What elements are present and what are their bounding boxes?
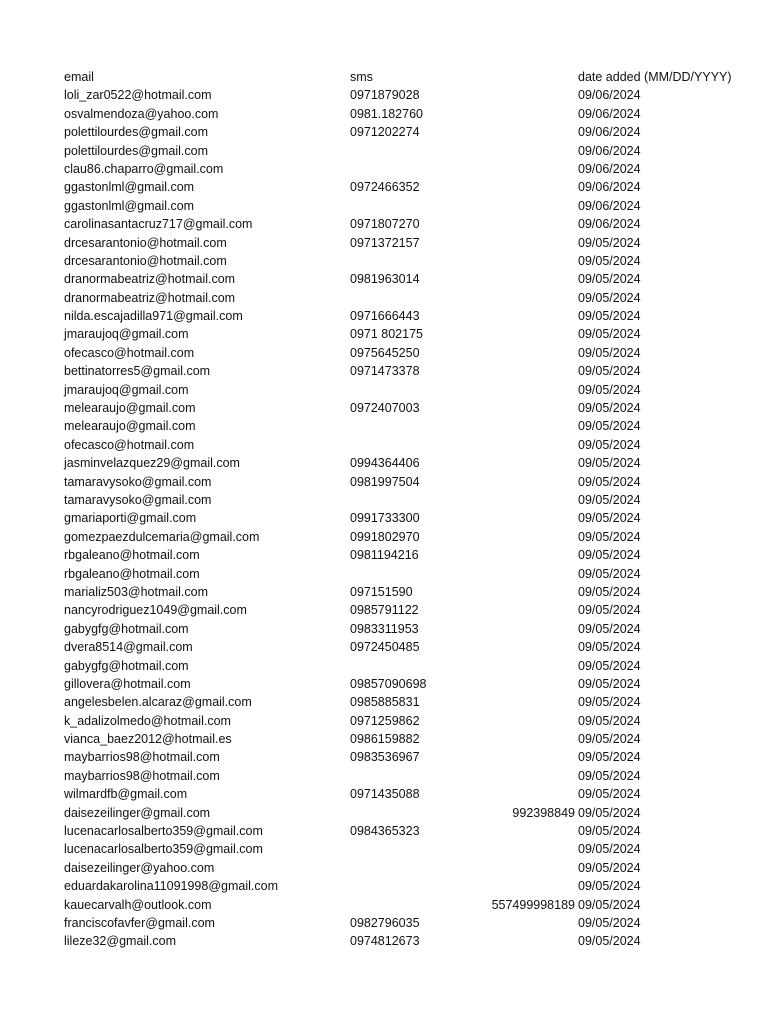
table-row [0,362,768,380]
date-added-cell: 09/05/2024 [578,272,641,287]
sms-cell: 0971202274 [350,125,420,140]
email-cell: gabygfg@hotmail.com [64,658,189,673]
table-row [0,142,768,160]
email-cell: melearaujo@gmail.com [64,401,196,416]
email-cell: vianca_baez2012@hotmail.es [64,732,232,747]
email-cell: marializ503@hotmail.com [64,584,208,599]
sms-cell: 0985885831 [350,695,420,710]
table-row [0,877,768,895]
sms-cell: 0985791122 [350,603,419,618]
table-row [0,565,768,583]
table-row [0,197,768,215]
email-cell: osvalmendoza@yahoo.com [64,106,219,121]
sms-cell: 0982796035 [350,915,420,930]
email-cell: carolinasantacruz717@gmail.com [64,217,253,232]
table-row [0,178,768,196]
date-added-cell: 09/06/2024 [578,143,641,158]
table-row [0,712,768,730]
email-cell: angelesbelen.alcaraz@gmail.com [64,695,252,710]
sms-cell: 0994364406 [350,456,420,471]
date-added-cell: 09/05/2024 [578,824,641,839]
email-cell: polettilourdes@gmail.com [64,143,209,158]
date-added-cell: 09/05/2024 [578,640,641,655]
table-row [0,675,768,693]
table-row [0,344,768,362]
table-row [0,325,768,343]
sms-cell: 0981.182760 [350,106,423,121]
table-row [0,473,768,491]
sms-cell: 0991733300 [350,511,420,526]
sms-cell: 0981963014 [350,272,420,287]
sms-cell: 0972450485 [350,640,420,655]
email-cell: nancyrodriguez1049@gmail.com [64,603,247,618]
date-added-cell: 09/05/2024 [578,456,641,471]
date-added-cell: 09/05/2024 [578,345,641,360]
email-cell: daisezeilinger@yahoo.com [64,860,215,875]
date-added-cell: 09/06/2024 [578,161,641,176]
email-cell: rbgaleano@hotmail.com [64,566,200,581]
table-row [0,381,768,399]
table-row [0,748,768,766]
date-added-cell: 09/05/2024 [578,842,641,857]
table-row [0,657,768,675]
table-row [0,289,768,307]
email-cell: clau86.chaparro@gmail.com [64,161,224,176]
table-row [0,583,768,601]
table-row [0,491,768,509]
table-row [0,307,768,325]
email-cell: ofecasco@hotmail.com [64,345,195,360]
date-added-cell: 09/05/2024 [578,382,641,397]
date-added-cell: 09/05/2024 [578,787,641,802]
date-added-cell: 09/05/2024 [578,860,641,875]
table-row [0,804,768,822]
table-row [0,234,768,252]
date-added-cell: 09/05/2024 [578,309,641,324]
date-added-cell: 09/06/2024 [578,125,641,140]
date-added-cell: 09/05/2024 [578,879,641,894]
date-added-cell: 09/06/2024 [578,88,641,103]
date-added-cell: 09/05/2024 [578,290,641,305]
header-date-added: date added (MM/DD/YYYY) [578,70,732,84]
sms-cell: 0971435088 [350,787,420,802]
table-row [0,528,768,546]
email-cell: drcesarantonio@hotmail.com [64,253,227,268]
table-row [0,601,768,619]
sms-cell: 0971 802175 [350,327,423,342]
date-added-cell: 09/05/2024 [578,327,641,342]
date-added-cell: 09/05/2024 [578,566,641,581]
email-cell: dranormabeatriz@hotmail.com [64,272,236,287]
header-row [0,68,768,86]
date-added-cell: 09/05/2024 [578,364,641,379]
extra-number-cell: 992398849 [512,805,575,820]
spreadsheet [0,68,768,951]
table-row [0,509,768,527]
date-added-cell: 09/05/2024 [578,529,641,544]
date-added-cell: 09/05/2024 [578,253,641,268]
email-cell: jasminvelazquez29@gmail.com [64,456,240,471]
sms-cell: 0972466352 [350,180,420,195]
email-cell: loli_zar0522@hotmail.com [64,88,212,103]
email-cell: melearaujo@gmail.com [64,419,196,434]
sms-cell: 0972407003 [350,401,420,416]
email-cell: gabygfg@hotmail.com [64,621,189,636]
table-row [0,896,768,914]
date-added-cell: 09/05/2024 [578,934,641,949]
date-added-cell: 09/05/2024 [578,419,641,434]
date-added-cell: 09/05/2024 [578,676,641,691]
date-added-cell: 09/05/2024 [578,658,641,673]
date-added-cell: 09/05/2024 [578,621,641,636]
sms-cell: 0971879028 [350,88,420,103]
email-cell: polettilourdes@gmail.com [64,125,209,140]
sms-cell: 0984365323 [350,824,420,839]
date-added-cell: 09/05/2024 [578,474,641,489]
table-row [0,454,768,472]
sms-cell: 0971372157 [350,235,420,250]
table-row [0,546,768,564]
email-cell: tamaravysoko@gmail.com [64,474,212,489]
date-added-cell: 09/05/2024 [578,437,641,452]
email-cell: ofecasco@hotmail.com [64,437,195,452]
email-cell: k_adalizolmedo@hotmail.com [64,713,231,728]
email-cell: jmaraujoq@gmail.com [64,382,189,397]
sms-cell: 0975645250 [350,345,420,360]
table-row [0,215,768,233]
table-row [0,86,768,104]
table-row [0,859,768,877]
sms-cell: 0974812673 [350,934,420,949]
date-added-cell: 09/05/2024 [578,548,641,563]
date-added-cell: 09/05/2024 [578,915,641,930]
date-added-cell: 09/05/2024 [578,603,641,618]
date-added-cell: 09/06/2024 [578,198,641,213]
date-added-cell: 09/05/2024 [578,732,641,747]
table-row [0,932,768,950]
email-cell: maybarrios98@hotmail.com [64,750,220,765]
table-row [0,270,768,288]
date-added-cell: 09/05/2024 [578,695,641,710]
sms-cell: 0981194216 [350,548,419,563]
email-cell: jmaraujoq@gmail.com [64,327,189,342]
table-row [0,638,768,656]
email-cell: lucenacarlosalberto359@gmail.com [64,842,263,857]
date-added-cell: 09/06/2024 [578,180,641,195]
email-cell: lileze32@gmail.com [64,934,177,949]
sms-cell: 097151590 [350,584,413,599]
sms-cell: 0991802970 [350,529,420,544]
date-added-cell: 09/05/2024 [578,768,641,783]
date-added-cell: 09/05/2024 [578,235,641,250]
email-cell: lucenacarlosalberto359@gmail.com [64,824,263,839]
sms-cell: 0983311953 [350,621,419,636]
email-cell: gomezpaezdulcemaria@gmail.com [64,529,260,544]
sms-cell: 0971473378 [350,364,420,379]
email-cell: wilmardfb@gmail.com [64,787,188,802]
email-cell: rbgaleano@hotmail.com [64,548,200,563]
email-cell: eduardakarolina11091998@gmail.com [64,879,278,894]
date-added-cell: 09/05/2024 [578,713,641,728]
date-added-cell: 09/05/2024 [578,750,641,765]
table-row [0,730,768,748]
date-added-cell: 09/06/2024 [578,106,641,121]
header-email: email [64,70,94,84]
email-cell: kauecarvalh@outlook.com [64,897,212,912]
email-cell: maybarrios98@hotmail.com [64,768,220,783]
email-cell: gmariaporti@gmail.com [64,511,197,526]
sms-cell: 0986159882 [350,732,420,747]
date-added-cell: 09/05/2024 [578,805,641,820]
table-row [0,767,768,785]
table-row [0,914,768,932]
sms-cell: 0983536967 [350,750,420,765]
table-row [0,785,768,803]
date-added-cell: 09/05/2024 [578,401,641,416]
table-row [0,123,768,141]
email-cell: franciscofavfer@gmail.com [64,915,215,930]
email-cell: ggastonlml@gmail.com [64,180,195,195]
email-cell: ggastonlml@gmail.com [64,198,195,213]
date-added-cell: 09/06/2024 [578,217,641,232]
table-row [0,822,768,840]
sms-cell: 0971666443 [350,309,420,324]
email-cell: nilda.escajadilla971@gmail.com [64,309,243,324]
table-row [0,252,768,270]
email-cell: gillovera@hotmail.com [64,676,191,691]
table-row [0,620,768,638]
date-added-cell: 09/05/2024 [578,492,641,507]
date-added-cell: 09/05/2024 [578,897,641,912]
email-cell: tamaravysoko@gmail.com [64,492,212,507]
date-added-cell: 09/05/2024 [578,584,641,599]
table-body [0,86,768,950]
table-row [0,160,768,178]
table-row [0,417,768,435]
extra-number-cell: 557499998189 [491,897,575,912]
table-row [0,399,768,417]
header-sms: sms [350,70,373,84]
table-row [0,693,768,711]
date-added-cell: 09/05/2024 [578,511,641,526]
email-cell: daisezeilinger@gmail.com [64,805,211,820]
table-row [0,840,768,858]
table-row [0,436,768,454]
sms-cell: 0971259862 [350,713,420,728]
email-cell: bettinatorres5@gmail.com [64,364,211,379]
sms-cell: 09857090698 [350,676,427,691]
sms-cell: 0971807270 [350,217,420,232]
sms-cell: 0981997504 [350,474,420,489]
table-row [0,105,768,123]
email-cell: dvera8514@gmail.com [64,640,193,655]
email-cell: dranormabeatriz@hotmail.com [64,290,236,305]
email-cell: drcesarantonio@hotmail.com [64,235,227,250]
